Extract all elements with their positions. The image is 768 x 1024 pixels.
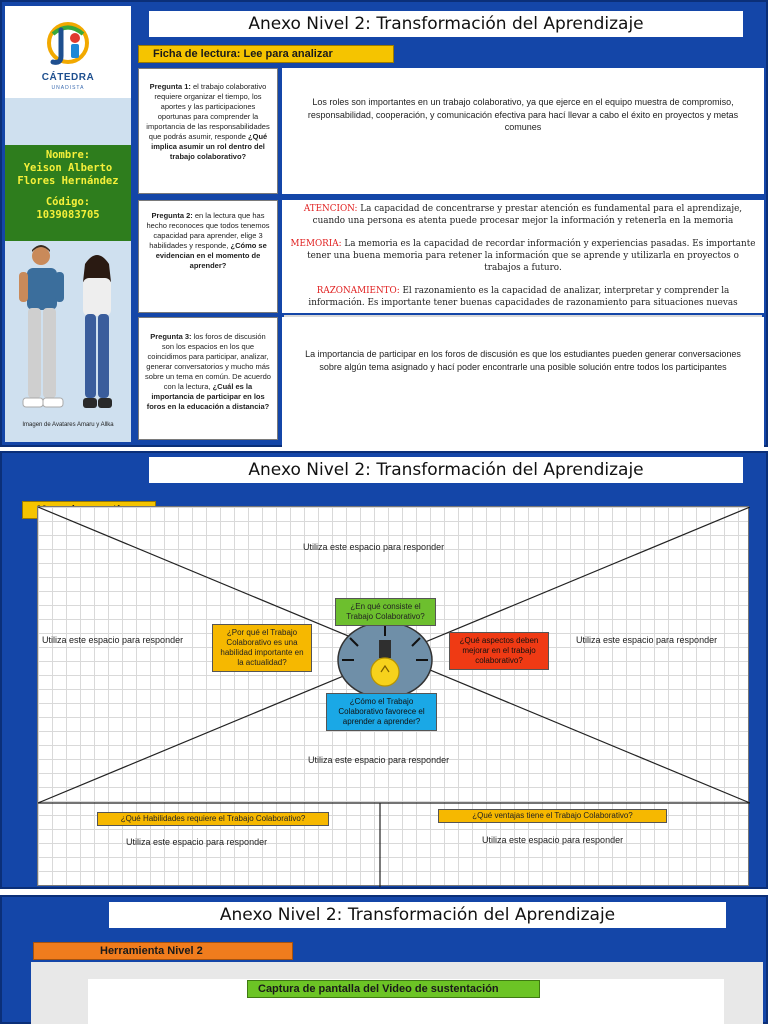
empathy-map-panel	[0, 451, 768, 889]
code-label: Código:	[45, 196, 91, 208]
question-bubble-footer-right: ¿Qué ventajas tiene el Trabajo Colaborativo?	[438, 809, 667, 823]
answer-1[interactable]: Los roles son importantes en un trabajo colaborativo, ya que ejerce en el equipo muestra de compromiso, responsabilidad, cooperación, y comunicación efectiva para hací llevar a cabo el éxito en proyectos y metas comunes	[282, 68, 764, 194]
reading-sheet-panel	[0, 0, 768, 447]
question-bubble-bottom: ¿Cómo el Trabajo Colaborativo favorece el aprender a aprender?	[326, 693, 437, 731]
question-1	[138, 68, 278, 194]
answer-3[interactable]: La importancia de participar en los foros de discusión es que los estudiantes pueden generar conversaciones sobre algún tema asignado y hací poder encontrarle una posible solución entre todos los participantes	[282, 317, 764, 447]
logo-name: CÁTEDRA	[41, 72, 95, 83]
name-label: Nombre:	[45, 149, 91, 161]
question-2	[138, 200, 278, 313]
catedra-logo	[5, 6, 131, 98]
footer-right-response-area[interactable]: Utiliza este espacio para responder	[482, 835, 624, 845]
question-1-bold: ¿Qué implica asumir un rol dentro del trabajo colaborativo?	[151, 132, 268, 161]
student-code: 1039083705	[36, 209, 100, 221]
page-title: Anexo Nivel 2: Transformación del Aprendizaje	[109, 902, 726, 928]
avatars-image	[9, 242, 127, 422]
student-info	[5, 145, 131, 241]
question-2-label: Pregunta 2:	[151, 211, 193, 220]
question-2-bold: ¿Cómo se evidencian en el momento de aprender?	[155, 241, 267, 270]
empathy-map	[37, 506, 749, 886]
question-bubble-footer-left: ¿Qué Habilidades requiere el Trabajo Colaborativo?	[97, 812, 329, 826]
answer-2-keyword-1: ATENCION:	[303, 204, 358, 214]
left-response-area[interactable]: Utiliza este espacio para responder	[42, 635, 184, 645]
sidebar	[5, 6, 131, 442]
page-title: Anexo Nivel 2: Transformación del Aprendizaje	[149, 11, 743, 37]
question-1-label: Pregunta 1:	[149, 82, 191, 91]
question-3	[138, 317, 278, 440]
avatar-caption: Imagen de Avatares Amaru y Allka	[22, 422, 114, 428]
section-tag-reading: Ficha de lectura: Lee para analizar	[138, 45, 394, 63]
question-3-text: los foros de discusión son los espacios en los que coincidimos para participar, analizar, generar conversatorios y mucho más sobre un tema en común. De acuerdo con la lectura,	[145, 332, 271, 391]
question-3-label: Pregunta 3:	[150, 332, 192, 341]
answer-2-text-3: El razonamiento es la capacidad de analizar, interpretar y comprender la información. Es importante tener buenas capacidades de razonamiento para situaciones nuevas	[308, 286, 738, 308]
answer-2[interactable]	[282, 200, 764, 313]
right-response-area[interactable]: Utiliza este espacio para responder	[576, 635, 718, 645]
logo-subtitle: UNADISTA	[51, 85, 85, 91]
tool-panel	[0, 895, 768, 1024]
question-bubble-left: ¿Por qué el Trabajo Colaborativo es una habilidad importante en la actualidad?	[212, 624, 312, 672]
page-title: Anexo Nivel 2: Transformación del Aprendizaje	[149, 457, 743, 483]
lightbulb-icon	[336, 620, 434, 700]
answer-2-keyword-3: RAZONAMIENTO:	[316, 286, 400, 296]
student-name-line1: Yeison Alberto	[23, 162, 113, 174]
center-response-area[interactable]: Utiliza este espacio para responder	[308, 755, 450, 765]
answer-2-text-1: La capacidad de concentrarse y prestar atención es fundamental para el aprendizaje, cuando una persona es atenta puede procesar mejor la información y retenerla en la memoria	[312, 204, 743, 226]
top-response-area[interactable]: Utiliza este espacio para responder	[303, 542, 445, 552]
student-name-line2: Flores Hernández	[17, 175, 119, 187]
question-1-text: el trabajo colaborativo requiere organizar el tiempo, los aportes y las participaciones oportunas para comprender la importancia de las responsabilidades que podrás asumir, responde	[146, 82, 270, 141]
question-bubble-right: ¿Qué aspectos deben mejorar en el trabajo colaborativo?	[449, 632, 549, 670]
catedra-logo-icon	[23, 16, 113, 72]
section-tag-tool: Herramienta Nivel 2	[33, 942, 293, 960]
question-bubble-top: ¿En qué consiste el Trabajo Colaborativo?	[335, 598, 436, 626]
capture-tag: Captura de pantalla del Video de sustentación	[247, 980, 540, 998]
question-2-text: en la lectura que has hecho reconoces que todos tenemos capacidad para aprender, elige 3 habilidades y responde,	[146, 211, 270, 250]
answer-2-keyword-2: MEMORIA:	[290, 239, 342, 249]
footer-left-response-area[interactable]: Utiliza este espacio para responder	[126, 837, 268, 847]
answer-2-text-2: La memoria es la capacidad de recordar información y experiencias pasadas. Es importante tener una buena memoria para retener la información que se aprende y utilizarla en proyectos o trabajos a futuro.	[307, 239, 756, 273]
question-3-bold: ¿Cuál es la importancia de participar en los foros en la educación a distancia?	[146, 382, 270, 411]
